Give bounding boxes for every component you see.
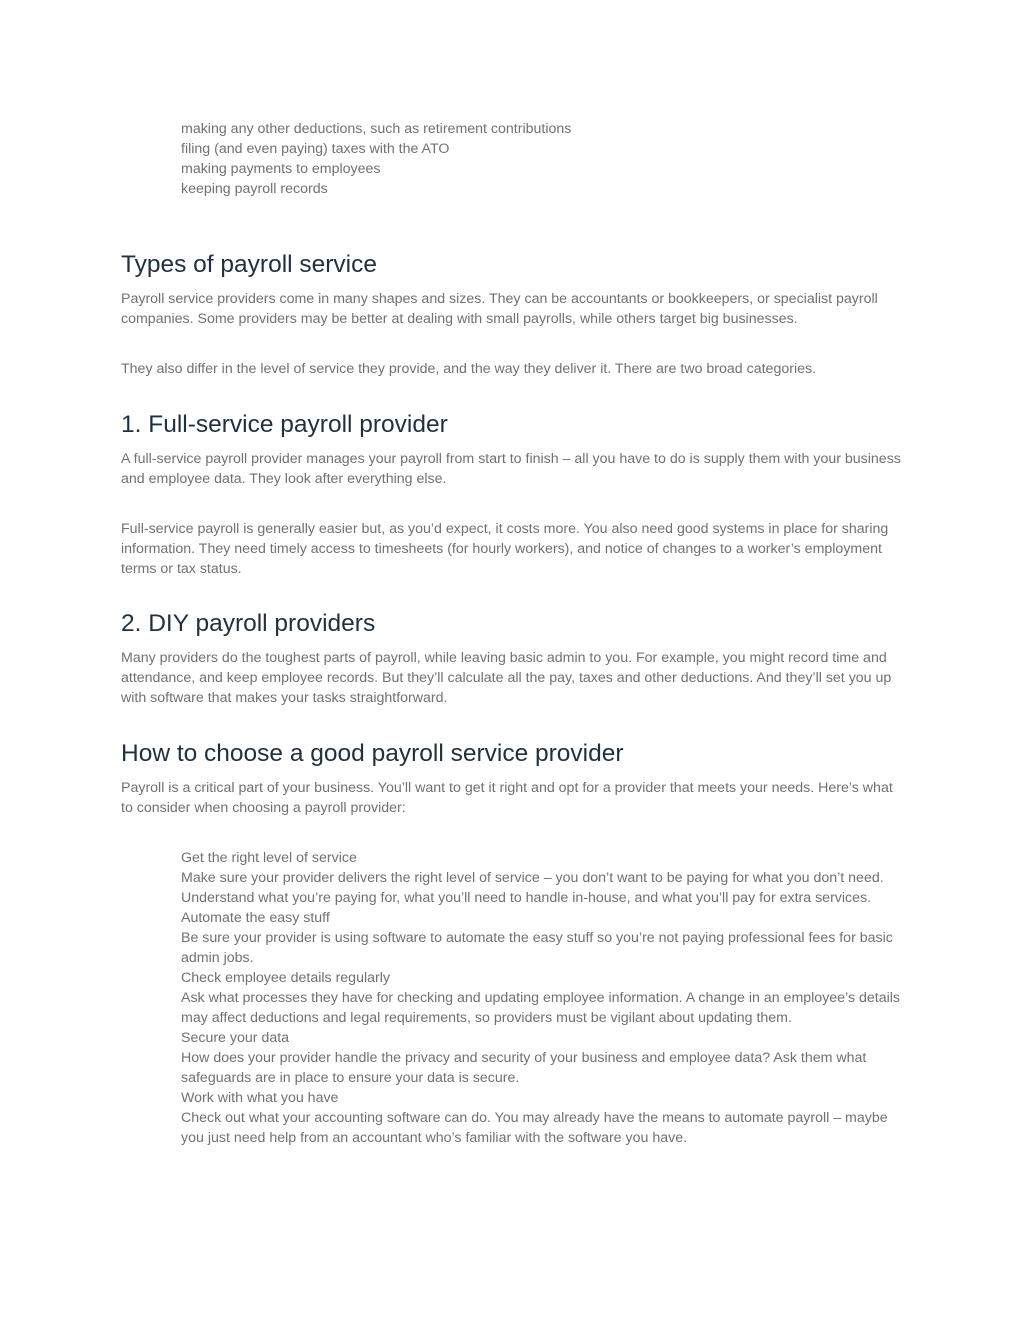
paragraph: Payroll is a critical part of your business. You’ll want to get it right and opt for a provider that meets your needs. Here’s what to consider when choosing a payroll provider: bbox=[121, 780, 893, 816]
top-bullet-list bbox=[181, 119, 906, 199]
tip-title: Secure your data bbox=[181, 1030, 290, 1046]
list-item: keeping payroll records bbox=[181, 181, 328, 197]
diy-section bbox=[121, 609, 906, 639]
section-heading: How to choose a good payroll service provider bbox=[121, 740, 624, 767]
types-section bbox=[121, 250, 906, 280]
types-paragraph-2 bbox=[121, 359, 906, 379]
list-item: making any other deductions, such as retirement contributions bbox=[181, 121, 572, 137]
tip-title: Check employee details regularly bbox=[181, 970, 390, 986]
tip-body: Check out what your accounting software can do. You may already have the means to automate payroll – maybe you just need help from an accountant who’s familiar with the software you have. bbox=[181, 1110, 888, 1146]
diy-paragraph-1 bbox=[121, 648, 906, 708]
full-service-paragraph-1 bbox=[121, 449, 906, 489]
tip-title: Work with what you have bbox=[181, 1090, 339, 1106]
full-service-section bbox=[121, 410, 906, 440]
tip-body: How does your provider handle the privacy and security of your business and employee data? Ask them what safeguards are in place to ensure your data is secure. bbox=[181, 1050, 867, 1086]
paragraph: Payroll service providers come in many shapes and sizes. They can be accountants or bookkeepers, or specialist payroll companies. Some providers may be better at dealing with small payrolls, while others target big businesses. bbox=[121, 291, 878, 327]
paragraph: They also differ in the level of service they provide, and the way they deliver it. There are two broad categories. bbox=[121, 361, 817, 377]
tips-list bbox=[181, 848, 906, 1148]
tip-title: Automate the easy stuff bbox=[181, 910, 330, 926]
paragraph: Full-service payroll is generally easier but, as you’d expect, it costs more. You also need good systems in place for sharing information. They need timely access to timesheets (for hourly workers), and notice of changes to a worker’s employment terms or tax status. bbox=[121, 521, 889, 577]
tip-body: Be sure your provider is using software to automate the easy stuff so you’re not paying professional fees for basic admin jobs. bbox=[181, 930, 893, 966]
tip-body: Make sure your provider delivers the right level of service – you don’t want to be paying for what you don’t need. Understand what you’re paying for, what you’ll need to handle in-house, and what you’ll pay for extra services. bbox=[181, 870, 884, 906]
choose-section bbox=[121, 739, 906, 769]
list-item: filing (and even paying) taxes with the ATO bbox=[181, 141, 450, 157]
paragraph: A full-service payroll provider manages your payroll from start to finish – all you have to do is supply them with your business and employee data. They look after everything else. bbox=[121, 451, 901, 487]
choose-paragraph-1 bbox=[121, 778, 906, 818]
paragraph: Many providers do the toughest parts of payroll, while leaving basic admin to you. For example, you might record time and attendance, and keep employee records. But they’ll calculate all the pay, taxes and other deductions. And they’ll set you up with software that makes your tasks straightforward. bbox=[121, 650, 892, 706]
full-service-paragraph-2 bbox=[121, 519, 906, 579]
section-heading: 2. DIY payroll providers bbox=[121, 610, 376, 637]
tip-body: Ask what processes they have for checking and updating employee information. A change in an employee’s details may affect deductions and legal requirements, so providers must be vigilant about updating them. bbox=[181, 990, 901, 1026]
section-heading: 1. Full-service payroll provider bbox=[121, 411, 448, 438]
tip-title: Get the right level of service bbox=[181, 850, 357, 866]
types-paragraph-1 bbox=[121, 289, 906, 329]
list-item: making payments to employees bbox=[181, 161, 381, 177]
section-heading: Types of payroll service bbox=[121, 251, 377, 278]
